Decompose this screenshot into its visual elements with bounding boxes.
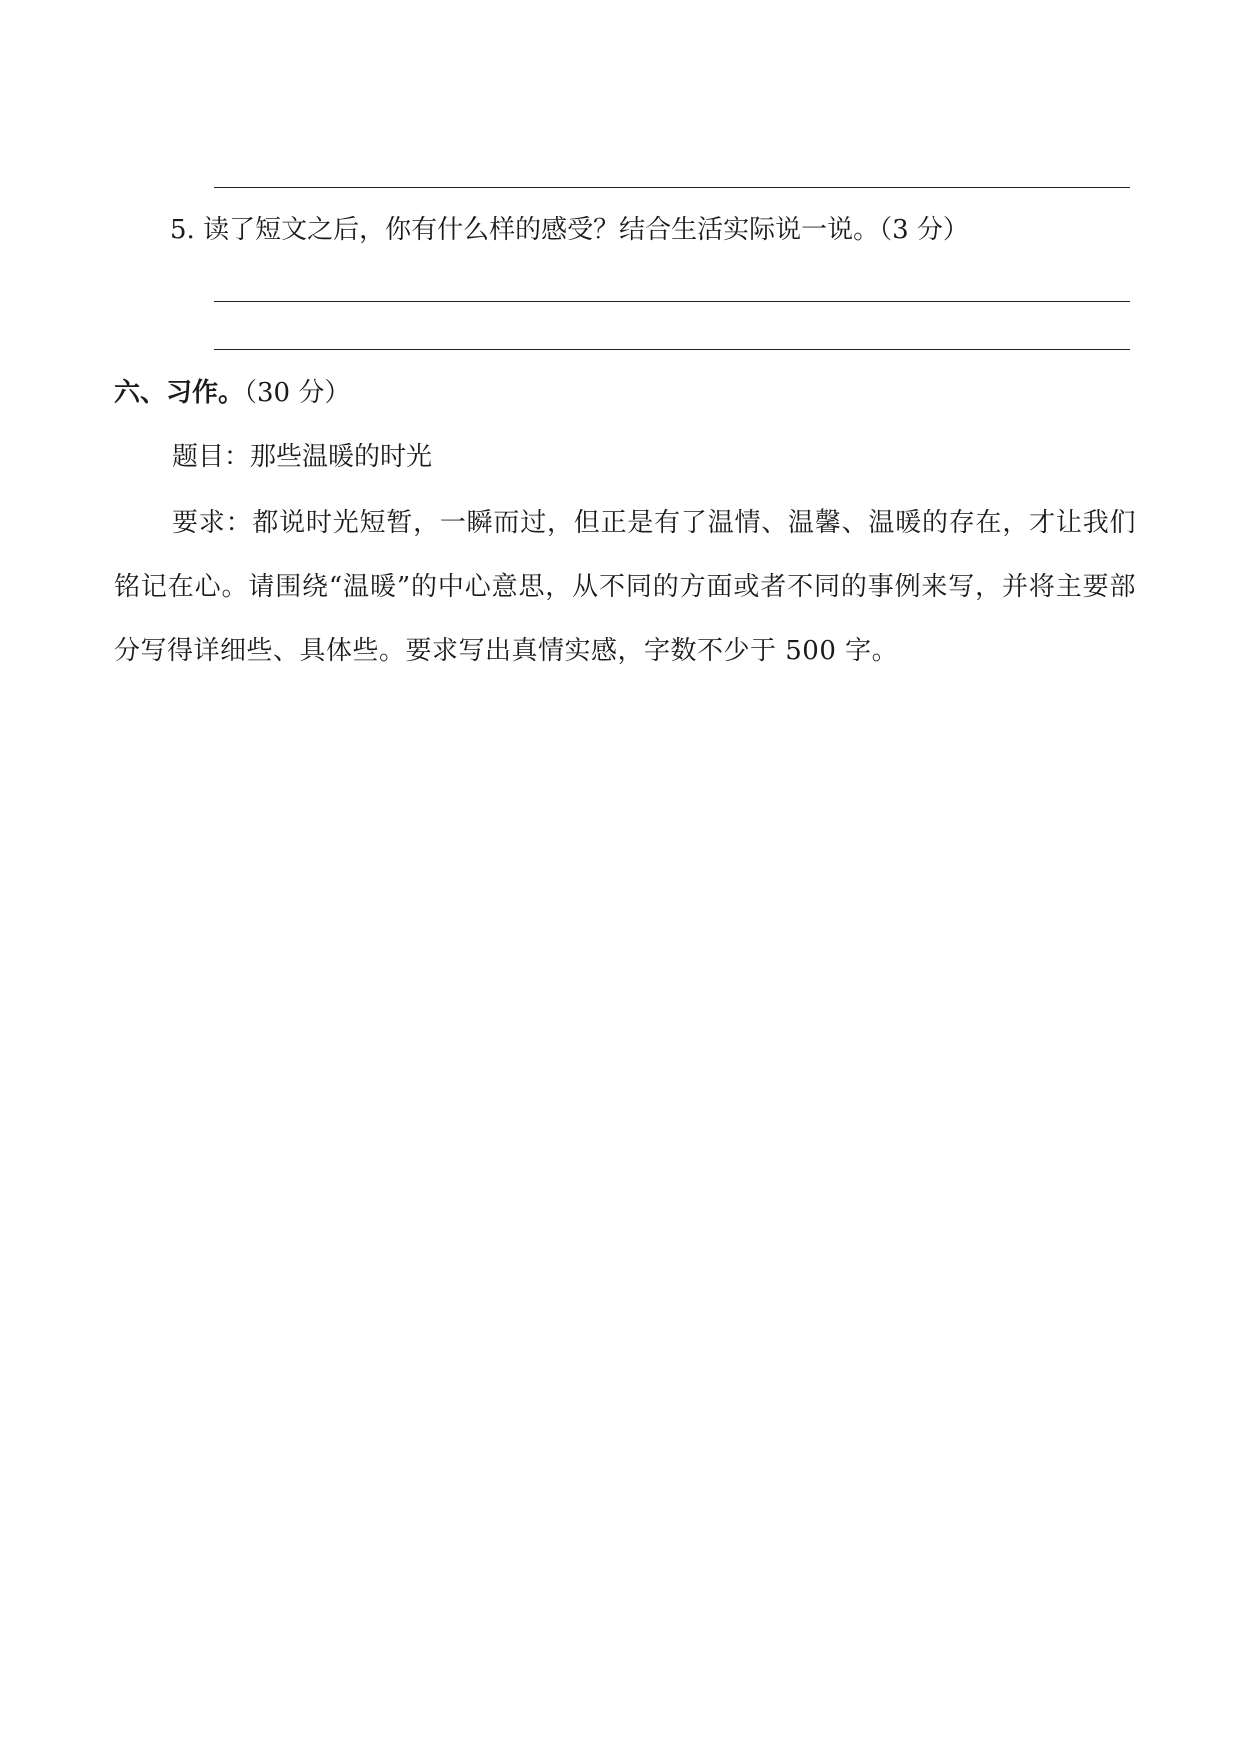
answer-line-q4[interactable]: [214, 187, 1130, 188]
question-5: 5. 读了短文之后，你有什么样的感受？结合生活实际说一说。（3 分）: [170, 215, 969, 245]
essay-requirement: 要求：都说时光短暂，一瞬而过，但正是有了温情、温馨、温暖的存在，才让我们铭记在心。请围绕“温暖”的中心意思，从不同的方面或者不同的事例来写，并将主要部分写得详细些、具体些。要求写出真情实感，字数不少于 500 字。: [114, 508, 1136, 666]
section-6-title: 六、习作。: [114, 378, 245, 408]
section-6-heading: [114, 376, 350, 410]
answer-line-q5-1[interactable]: [214, 301, 1130, 302]
section-6-score: （30 分）: [244, 378, 351, 408]
answer-line-q5-2[interactable]: [214, 349, 1130, 350]
essay-topic: 题目：那些温暖的时光: [172, 442, 433, 472]
